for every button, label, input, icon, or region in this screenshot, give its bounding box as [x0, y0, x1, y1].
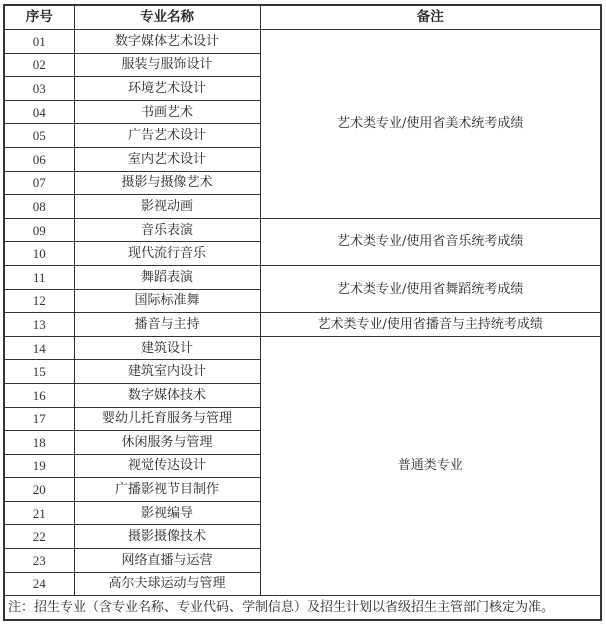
major-name: 建筑室内设计	[74, 360, 260, 384]
major-name: 播音与主持	[74, 313, 260, 337]
table-row	[4, 218, 601, 242]
major-name: 视觉传达设计	[74, 454, 260, 478]
row-number: 08	[4, 195, 74, 219]
remark-dance: 艺术类专业/使用省舞蹈统考成绩	[260, 265, 601, 312]
major-name: 环境艺术设计	[74, 77, 260, 101]
major-name: 舞蹈表演	[74, 265, 260, 289]
row-number: 11	[4, 265, 74, 289]
row-number: 22	[4, 525, 74, 549]
major-name: 摄影摄像技术	[74, 525, 260, 549]
row-number: 07	[4, 171, 74, 195]
major-name: 影视动画	[74, 195, 260, 219]
row-number: 02	[4, 53, 74, 77]
row-number: 16	[4, 383, 74, 407]
row-number: 05	[4, 124, 74, 148]
footnote: 注：招生专业（含专业名称、专业代码、学制信息）及招生计划以省级招生主管部门核定为准。	[4, 596, 601, 621]
row-number: 01	[4, 30, 74, 54]
remark-music: 艺术类专业/使用省音乐统考成绩	[260, 218, 601, 265]
row-number: 21	[4, 501, 74, 525]
row-number: 13	[4, 313, 74, 337]
row-number: 06	[4, 147, 74, 171]
row-number: 17	[4, 407, 74, 431]
row-number: 04	[4, 100, 74, 124]
table-row	[4, 313, 601, 337]
major-name: 摄影与摄像艺术	[74, 171, 260, 195]
row-number: 10	[4, 242, 74, 266]
row-number: 24	[4, 572, 74, 596]
table-row	[4, 30, 601, 54]
header-major-name: 专业名称	[74, 5, 260, 30]
row-number: 23	[4, 549, 74, 573]
major-name: 书画艺术	[74, 100, 260, 124]
header-remark: 备注	[260, 5, 601, 30]
major-name: 高尔夫球运动与管理	[74, 572, 260, 596]
table-row	[4, 336, 601, 360]
row-number: 18	[4, 431, 74, 455]
major-name: 现代流行音乐	[74, 242, 260, 266]
row-number: 19	[4, 454, 74, 478]
major-name: 服装与服饰设计	[74, 53, 260, 77]
note-row	[4, 596, 601, 621]
majors-table	[3, 4, 602, 621]
header-row	[4, 5, 601, 30]
major-name: 影视编导	[74, 501, 260, 525]
major-name: 广告艺术设计	[74, 124, 260, 148]
row-number: 12	[4, 289, 74, 313]
row-number: 09	[4, 218, 74, 242]
major-name: 室内艺术设计	[74, 147, 260, 171]
row-number: 14	[4, 336, 74, 360]
remark-fine-arts: 艺术类专业/使用省美术统考成绩	[260, 30, 601, 219]
major-name: 音乐表演	[74, 218, 260, 242]
major-name: 数字媒体技术	[74, 383, 260, 407]
major-name: 休闲服务与管理	[74, 431, 260, 455]
row-number: 03	[4, 77, 74, 101]
major-name: 国际标准舞	[74, 289, 260, 313]
major-name: 建筑设计	[74, 336, 260, 360]
remark-general: 普通类专业	[260, 336, 601, 596]
row-number: 15	[4, 360, 74, 384]
major-name: 婴幼儿托育服务与管理	[74, 407, 260, 431]
table-row	[4, 265, 601, 289]
row-number: 20	[4, 478, 74, 502]
header-number: 序号	[4, 5, 74, 30]
major-name: 广播影视节目制作	[74, 478, 260, 502]
remark-broadcasting: 艺术类专业/使用省播音与主持统考成绩	[260, 313, 601, 337]
major-name: 数字媒体艺术设计	[74, 30, 260, 54]
major-name: 网络直播与运营	[74, 549, 260, 573]
